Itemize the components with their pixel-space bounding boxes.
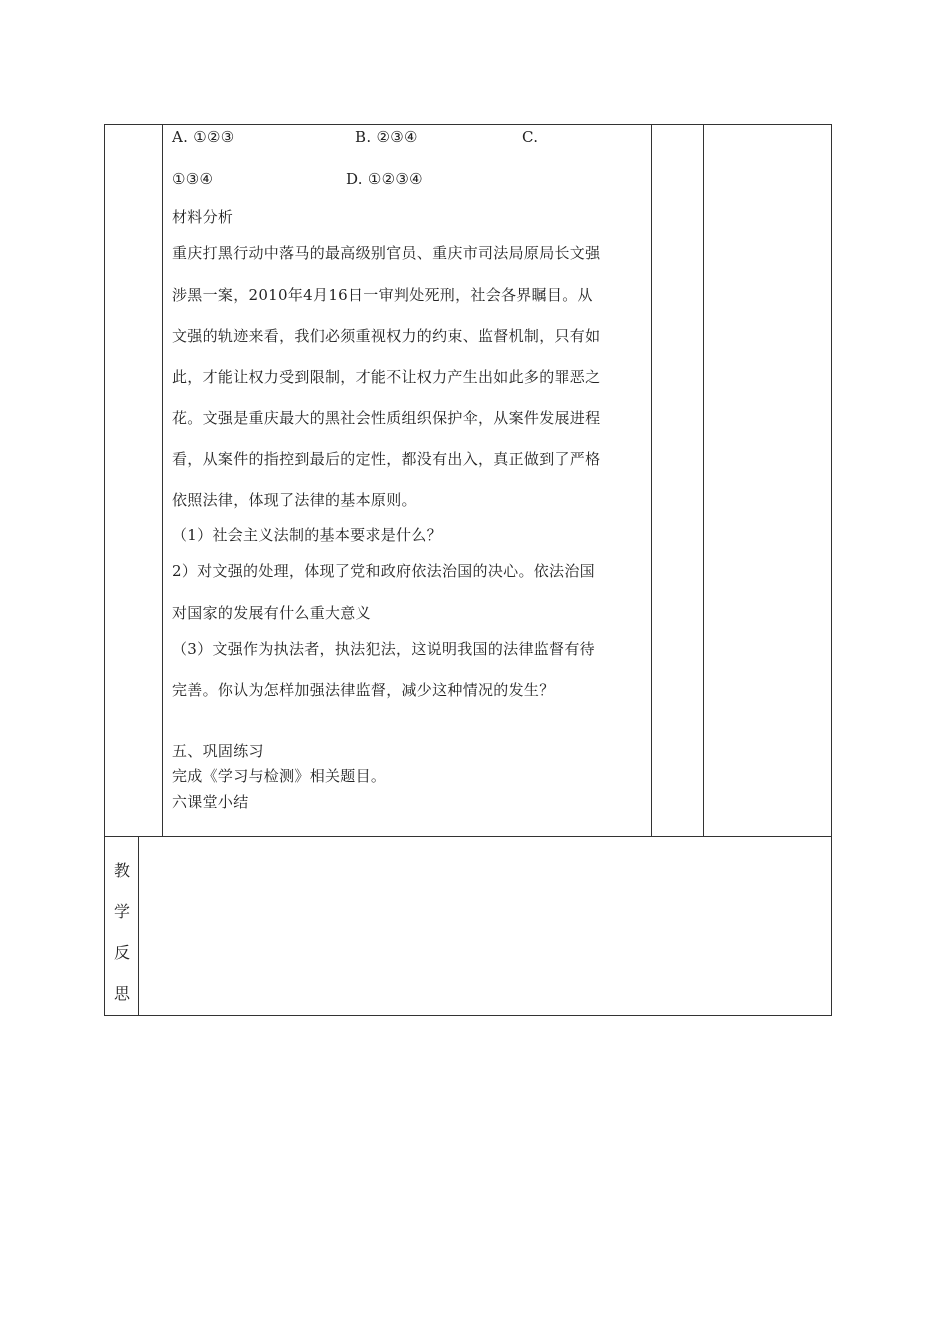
table-bottom-border [104,1015,832,1016]
material-line: 此，才能让权力受到限制，才能不让权力产生出如此多的罪恶之 [172,368,601,386]
reflection-char-4: 思 [113,984,130,1003]
option-c-continued: ①③④ [172,170,214,188]
table-top-border [104,124,832,125]
material-heading: 材料分析 [172,208,234,226]
column-divider-3 [703,124,704,836]
question-2-line-2: 对国家的发展有什么重大意义 [172,604,371,622]
material-line: 花。文强是重庆最大的黑社会性质组织保护伞，从案件发展进程 [172,409,601,427]
material-line: 涉黑一案，2010年4月16日一审判处死刑，社会各界瞩目。从 [172,286,593,304]
lesson-summary-heading: 六课堂小结 [172,793,249,811]
practice-task: 完成《学习与检测》相关题目。 [172,767,387,785]
column-divider-1 [162,124,163,836]
practice-heading: 五、巩固练习 [172,742,264,760]
option-c: C. [522,128,539,146]
option-d: D. ①②③④ [346,170,423,188]
table-left-border [104,124,105,1016]
reflection-char-2: 学 [113,902,130,921]
column-divider-2 [651,124,652,836]
reflection-content-cell [139,837,831,1015]
option-b: B. ②③④ [355,128,418,146]
table-right-border [831,124,832,1016]
material-line: 重庆打黑行动中落马的最高级别官员、重庆市司法局原局长文强 [172,244,601,262]
reflection-char-1: 教 [113,861,130,880]
question-3-line-2: 完善。你认为怎样加强法律监督，减少这种情况的发生？ [172,681,555,699]
question-1: （1）社会主义法制的基本要求是什么？ [172,526,442,544]
material-line: 文强的轨迹来看，我们必须重视权力的约束、监督机制，只有如 [172,327,601,345]
material-line: 依照法律，体现了法律的基本原则。 [172,491,417,509]
options-row-1 [172,128,647,148]
question-2-line-1: 2）对文强的处理，体现了党和政府依法治国的决心。依法治国 [172,562,595,580]
question-3-line-1: （3）文强作为执法者，执法犯法，这说明我国的法律监督有待 [172,640,595,658]
material-line: 看，从案件的指控到最后的定性，都没有出入，真正做到了严格 [172,450,601,468]
option-a: A. ①②③ [172,128,235,146]
reflection-char-3: 反 [113,943,130,962]
options-row-2 [172,170,647,190]
